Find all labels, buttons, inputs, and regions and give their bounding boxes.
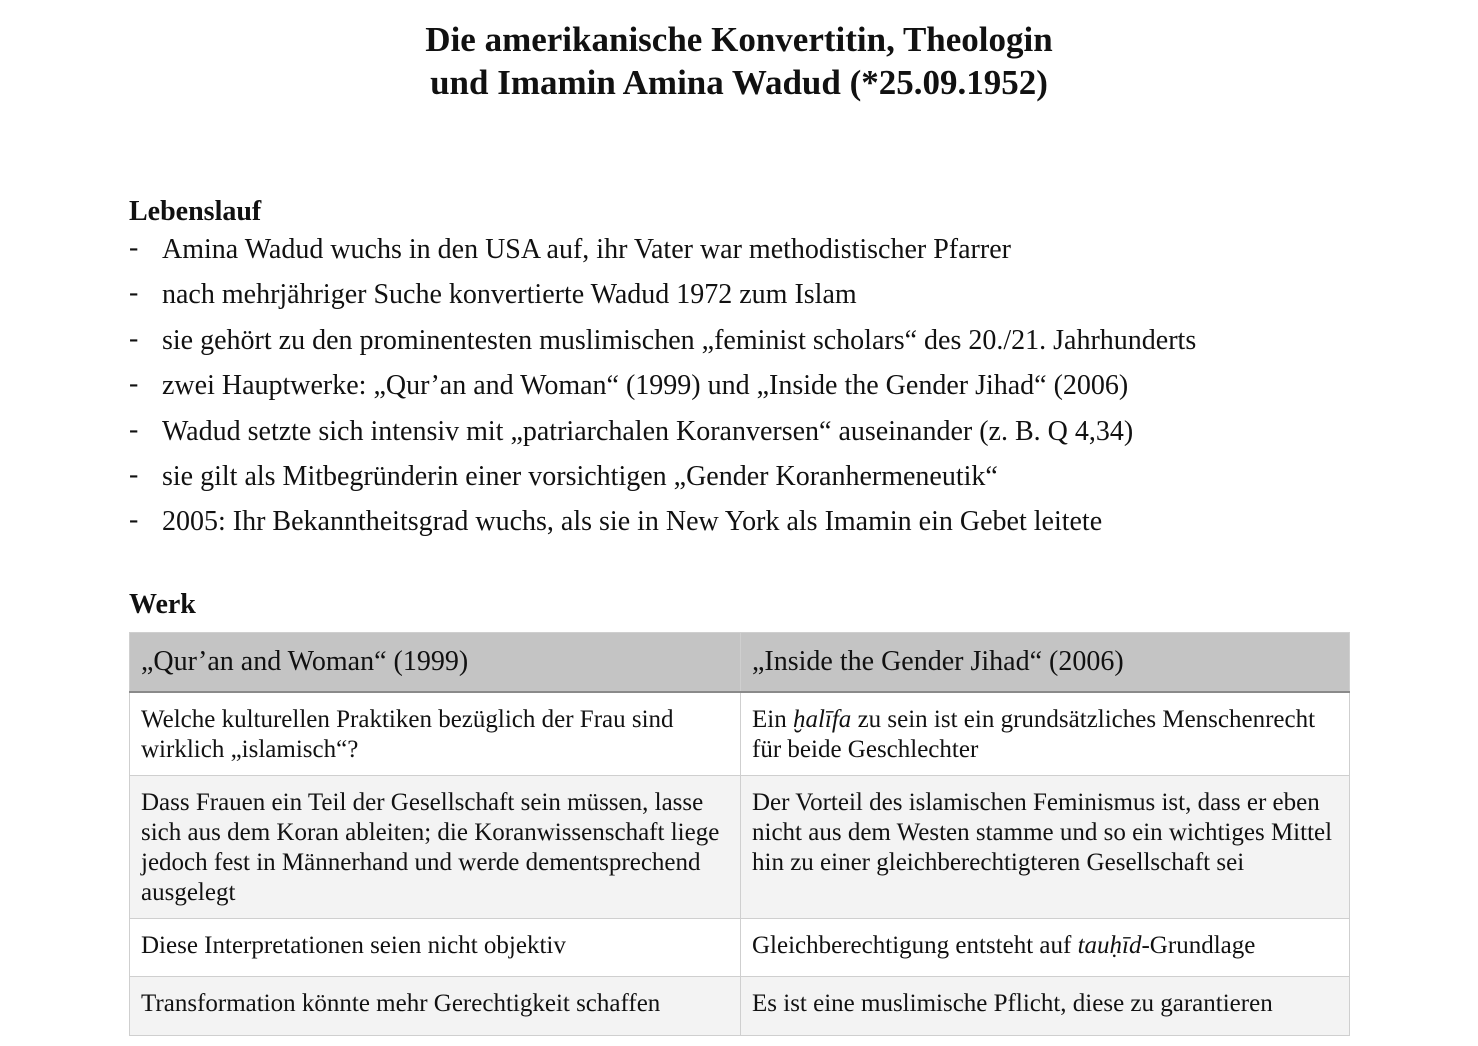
- table-cell: [741, 919, 1350, 977]
- bullet-dash: -: [129, 504, 139, 536]
- bullet-dash: -: [129, 322, 139, 354]
- table-cell: Diese Interpretationen seien nicht objektiv: [130, 919, 741, 977]
- list-item-text: zwei Hauptwerke: „Qur’an and Woman“ (1999) und „Inside the Gender Jihad“ (2006): [162, 370, 1129, 402]
- table-cell: Es ist eine muslimische Pflicht, diese zu garantieren: [741, 977, 1350, 1036]
- list-item-text: nach mehrjähriger Suche konvertierte Wadud 1972 zum Islam: [162, 279, 857, 311]
- list-item-text: 2005: Ihr Bekanntheitsgrad wuchs, als sie in New York als Imamin ein Gebet leitete: [162, 506, 1103, 538]
- table-cell: Der Vorteil des islamischen Feminismus ist, dass er eben nicht aus dem Westen stamme und so ein wichtiges Mittel hin zu einer gleichberechtigteren Gesellschaft sei: [741, 776, 1350, 919]
- section-heading-werk: Werk: [129, 589, 196, 620]
- list-item-text: Amina Wadud wuchs in den USA auf, ihr Vater war methodistischer Pfarrer: [162, 234, 1011, 265]
- table-header-row: [130, 633, 1350, 693]
- table-cell: Transformation könnte mehr Gerechtigkeit schaffen: [130, 977, 741, 1036]
- bullet-dash: -: [129, 413, 139, 445]
- column-header-quran-and-woman: „Qur’an and Woman“ (1999): [130, 633, 741, 693]
- list-item-text: sie gilt als Mitbegründerin einer vorsichtigen „Gender Koranhermeneutik“: [162, 460, 998, 492]
- cell-text: zu sein ist ein grundsätzliches Menschenrecht für beide Geschlechter: [752, 706, 1316, 763]
- section-heading-lebenslauf: Lebenslauf: [129, 196, 262, 227]
- table-row: [130, 919, 1350, 977]
- cell-text: Ein: [752, 706, 793, 733]
- table-cell: Dass Frauen ein Teil der Gesellschaft sein müssen, lasse sich aus dem Koran ableiten; die Koranwissenschaft liege jedoch fest in Männerhand und werde dementsprechend ausgelegt: [130, 776, 741, 919]
- document-title: [0, 18, 1478, 104]
- cell-italic-term: tauḥīd: [1077, 932, 1142, 959]
- bullet-dash: -: [129, 277, 139, 309]
- list-item-text: sie gehört zu den prominentesten muslimischen „feminist scholars“ des 20./21. Jahrhunderts: [162, 324, 1197, 356]
- cell-text: Gleichberechtigung entsteht auf: [752, 932, 1078, 959]
- cell-text: -Grundlage: [1141, 932, 1256, 959]
- table-cell: Welche kulturellen Praktiken bezüglich der Frau sind wirklich „islamisch“?: [130, 692, 741, 776]
- bullet-dash: -: [129, 368, 139, 400]
- table-row: [130, 692, 1350, 776]
- table-row: [130, 977, 1350, 1036]
- bullet-dash: -: [129, 232, 139, 263]
- title-line-1: Die amerikanische Konvertitin, Theologin: [425, 20, 1053, 59]
- list-item-text: Wadud setzte sich intensiv mit „patriarchalen Koranversen“ auseinander (z. B. Q 4,34): [162, 415, 1134, 447]
- table-row: [130, 776, 1350, 919]
- column-header-inside-gender-jihad: „Inside the Gender Jihad“ (2006): [741, 633, 1350, 693]
- table-cell: [741, 692, 1350, 776]
- bullet-dash: -: [129, 458, 139, 490]
- werk-table: [129, 632, 1350, 1036]
- cell-italic-term: ḫalīfa: [792, 706, 852, 733]
- title-line-2: und Imamin Amina Wadud (*25.09.1952): [430, 63, 1048, 102]
